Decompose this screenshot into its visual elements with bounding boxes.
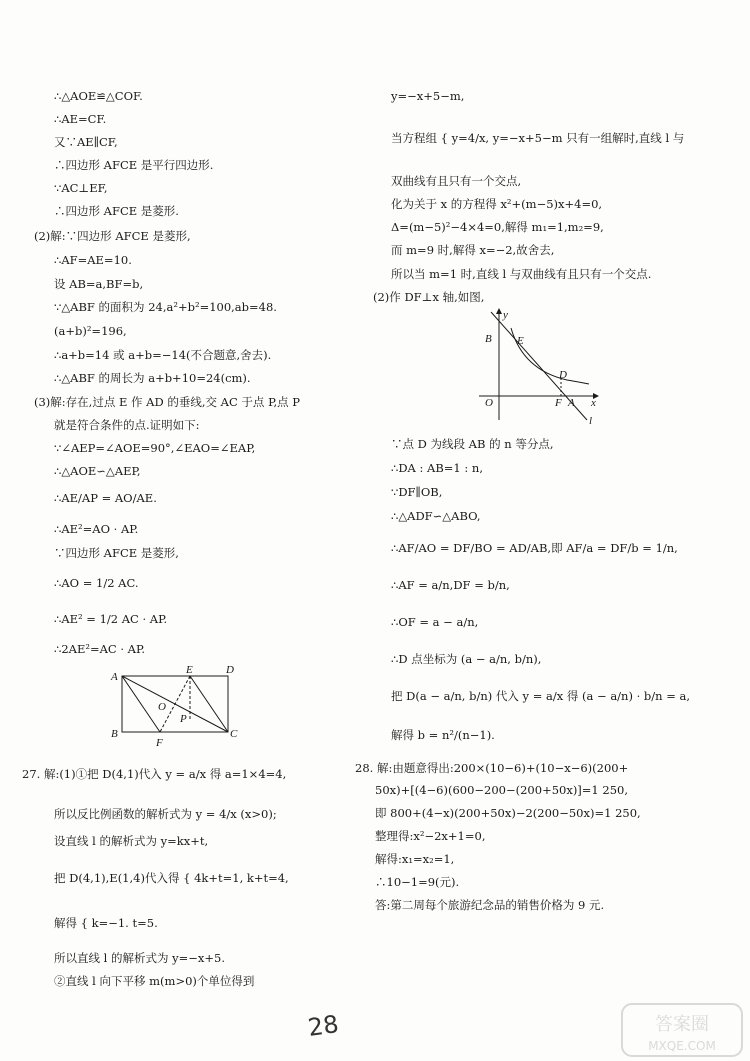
text-line: 所以当 m=1 时,直线 l 与双曲线有且只有一个交点. <box>391 267 652 281</box>
text-line: ∴10−1=9(元). <box>375 875 460 889</box>
text-line: ∴AF/AO = DF/BO = AD/AB,即 AF/a = DF/b = 1/n, <box>391 541 678 555</box>
text-line: ∴2AE²=AC · AP. <box>54 642 146 656</box>
text-line: 解得 b = n²/(n−1). <box>391 728 495 742</box>
label-c: C <box>230 728 238 740</box>
text-line: 双曲线有且只有一个交点, <box>391 174 522 188</box>
text-line: ∴△AOE∽△AEP, <box>54 464 141 478</box>
text-line: ∴四边形 AFCE 是菱形. <box>54 204 179 218</box>
text-line: 28. 解:由题意得出:200×(10−6)+(10−x−6)(200+ <box>355 761 629 775</box>
text-line: ∵四边形 AFCE 是菱形, <box>54 546 179 560</box>
rectangle-rhombus-figure <box>108 664 242 750</box>
label-f: F <box>156 737 163 749</box>
text-line: ∵△ABF 的面积为 24,a²+b²=100,ab=48. <box>54 300 277 314</box>
label-x: x <box>591 397 596 409</box>
text-line: 27. 解:(1)①把 D(4,1)代入 y = a/x 得 a=1×4=4, <box>22 767 287 781</box>
text-line: 答:第二周每个旅游纪念品的销售价格为 9 元. <box>375 898 605 912</box>
watermark-logo <box>620 1002 744 1058</box>
label-l: l <box>589 415 593 427</box>
text-line: 又∵AE∥CF, <box>54 135 118 149</box>
label-o: O <box>158 701 166 713</box>
label-d: D <box>559 369 567 381</box>
label-b: B <box>111 728 118 740</box>
text-line: ∴△AOE≌△COF. <box>54 89 143 103</box>
text-line: (2)作 DF⊥x 轴,如图, <box>373 290 485 304</box>
text-line: 把 D(4,1),E(1,4)代入得 { 4k+t=1, k+t=4, <box>54 871 289 885</box>
label-b: B <box>485 333 492 345</box>
text-line: ∴OF = a − a/n, <box>391 615 479 629</box>
text-line: 化为关于 x 的方程得 x²+(m−5)x+4=0, <box>391 197 603 211</box>
text-line: 把 D(a − a/n, b/n) 代入 y = a/x 得 (a − a/n) · b/n = a, <box>391 689 691 703</box>
text-line: ∴AE=CF. <box>54 112 107 126</box>
label-e: E <box>517 335 524 347</box>
text-line: ∵点 D 为线段 AB 的 n 等分点, <box>391 437 554 451</box>
text-line: ∴△ABF 的周长为 a+b+10=24(cm). <box>54 371 251 385</box>
text-line: ∴AE² = 1/2 AC · AP. <box>54 612 168 626</box>
text-line: 50x)+[(4−6)(600−200−(200+50x)]=1 250, <box>375 783 629 797</box>
text-line: Δ=(m−5)²−4×4=0,解得 m₁=1,m₂=9, <box>391 220 604 234</box>
text-line: 解得 { k=−1. t=5. <box>54 916 158 930</box>
text-line: 当方程组 { y=4/x, y=−x+5−m 只有一组解时,直线 l 与 <box>391 131 685 145</box>
text-line: ∴AF = a/n,DF = b/n, <box>391 578 510 592</box>
label-y: y <box>503 309 508 321</box>
text-line: ∴AE²=AO · AP. <box>54 522 139 536</box>
text-line: ∴a+b=14 或 a+b=−14(不合题意,舍去). <box>54 348 272 362</box>
text-line: ∴AF=AE=10. <box>54 253 132 267</box>
label-f: F <box>555 397 562 409</box>
text-line: 设直线 l 的解析式为 y=kx+t, <box>54 834 209 848</box>
text-line: ∵∠AEP=∠AOE=90°,∠EAO=∠EAP, <box>54 441 256 455</box>
text-line: ∵DF∥OB, <box>391 485 443 499</box>
text-line: 所以直线 l 的解析式为 y=−x+5. <box>54 951 226 965</box>
text-line: ②直线 l 向下平移 m(m>0)个单位得到 <box>54 974 255 988</box>
label-e: E <box>186 664 193 676</box>
text-line: (3)解:存在,过点 E 作 AD 的垂线,交 AC 于点 P,点 P <box>34 395 301 409</box>
handwritten-page-number: 28 <box>306 1010 341 1042</box>
watermark-brand: 答案圈 <box>655 1014 709 1035</box>
text-line: y=−x+5−m, <box>391 89 465 103</box>
text-line: 即 800+(4−x)(200+50x)−2(200−50x)=1 250, <box>375 806 641 820</box>
text-line: 整理得:x²−2x+1=0, <box>375 829 486 843</box>
label-p: P <box>180 713 187 725</box>
label-d: D <box>226 664 234 676</box>
text-line: 设 AB=a,BF=b, <box>54 277 144 291</box>
text-line: 所以反比例函数的解析式为 y = 4/x (x>0); <box>54 807 277 821</box>
text-line: ∴△ADF∽△ABO, <box>391 509 481 523</box>
text-line: ∴AE/AP = AO/AE. <box>54 491 157 505</box>
label-o: O <box>485 397 493 409</box>
text-line: 解得:x₁=x₂=1, <box>375 852 455 866</box>
label-a: A <box>111 671 118 683</box>
text-line: ∴DA : AB=1 : n, <box>391 461 483 475</box>
text-line: ∴四边形 AFCE 是平行四边形. <box>54 158 214 172</box>
text-line: 而 m=9 时,解得 x=−2,故舍去, <box>391 243 555 257</box>
text-line: (a+b)²=196, <box>54 324 127 338</box>
text-line: 就是符合条件的点.证明如下: <box>54 418 200 432</box>
text-line: (2)解:∵四边形 AFCE 是菱形, <box>34 229 191 243</box>
watermark-site: MXQE.COM <box>648 1039 716 1053</box>
text-line: ∴AO = 1/2 AC. <box>54 576 139 590</box>
coordinate-figure <box>475 308 605 428</box>
text-line: ∵AC⊥EF, <box>54 181 108 195</box>
label-a: A <box>568 397 575 409</box>
text-line: ∴D 点坐标为 (a − a/n, b/n), <box>391 652 542 666</box>
